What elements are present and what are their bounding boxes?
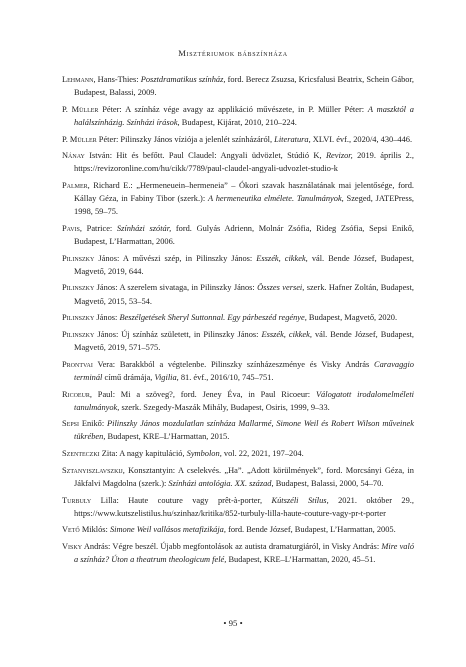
entry-author: Turbuly bbox=[62, 495, 92, 505]
bibliography-entry bbox=[62, 311, 414, 324]
entry-text: , Konsztantyin: A cselekvés. „Ha”. „Adott körülmények”, ford. Morcsányi Géza, in Jákfalvi Magdolna (szerk.): bbox=[74, 465, 414, 488]
running-header: Misztériumok bábszínháza bbox=[178, 48, 288, 58]
bibliography-entry bbox=[62, 149, 414, 175]
page-number: • 95 • bbox=[223, 618, 243, 628]
bibliography-entry bbox=[62, 281, 414, 307]
entry-title: Mire való a színház? Úton a theatrum theologicum felé, bbox=[74, 542, 415, 565]
bibliography-entry bbox=[62, 388, 414, 414]
bibliography-entry bbox=[62, 103, 414, 129]
entry-title: A hermeneutika elmélete. Tanulmányok bbox=[207, 194, 342, 204]
bibliography-entry bbox=[62, 523, 414, 536]
entry-title: Válogatott irodalomelméleti tanulmányok bbox=[74, 389, 414, 412]
entry-text: , ford. Bende József, Budapest, L’Harmattan, 2005. bbox=[223, 525, 396, 535]
entry-title: Revizor, bbox=[325, 151, 353, 161]
entry-text: János: A szerelem sivataga, in Pilinszky János: bbox=[94, 283, 258, 293]
entry-author: Vető bbox=[62, 525, 80, 535]
entry-author: Pavis bbox=[62, 223, 80, 233]
entry-text: , Paul: Mi a szöveg?, ford. Jeney Éva, in Paul Ricoeur: bbox=[89, 389, 316, 399]
entry-text: Miklós: bbox=[79, 525, 110, 535]
entry-text: Vera: Barakkból a végtelenbe. Pilinszky színházeszménye és Visky András bbox=[92, 359, 374, 369]
entry-text: , vol. 22, 2021, 197–204. bbox=[219, 449, 304, 459]
entry-text: István: Hit és befőtt. Paul Claudel: Angyali üdvözlet, Stúdió K, bbox=[84, 151, 326, 161]
entry-text: Péter: A színház vége avagy az applikáció művészete, in P. Müller Péter: bbox=[98, 104, 368, 114]
entry-text: Lilla: Haute couture vagy prêt-à-porter, bbox=[91, 495, 272, 505]
entry-text: vál. Bende József, Budapest, Magvető, 2019, 571–575. bbox=[74, 329, 414, 353]
entry-author: Palmer bbox=[62, 181, 88, 191]
entry-text: című drámája, bbox=[102, 372, 155, 382]
entry-author: P. Müller bbox=[62, 104, 99, 114]
entry-text: János: Új színház született, in Pilinszky János: bbox=[94, 329, 262, 339]
entry-author: Pilinszky bbox=[62, 313, 95, 323]
entry-title: Simone Weil vallásos metafizikája bbox=[109, 525, 224, 535]
entry-text: Budapest, Magvető, 2020. bbox=[306, 313, 398, 323]
entry-author: Pilinszky bbox=[62, 329, 95, 339]
bibliography-entry bbox=[62, 133, 414, 146]
entry-text: , XLVI. évf., 2020/4, 430–446. bbox=[308, 134, 413, 144]
entry-text: , 81. évf., 2016/10, 745–751. bbox=[176, 372, 274, 382]
entry-text: Zita: A nagy kapituláció, bbox=[99, 449, 187, 459]
entry-text: , 2021. október 29., https://www.kutszelistilus.hu/szinhaz/kritika/852-turbuly-lilla-haute-couture-vagy-pr-t-porter bbox=[74, 495, 414, 518]
entry-title: Caravaggio terminál bbox=[74, 359, 414, 382]
entry-title: Színházi antológia. XX. század bbox=[168, 478, 272, 488]
entry-title: Összes versei bbox=[257, 283, 303, 293]
entry-text: 2019. április 2., https://revizoronline.com/hu/cikk/7789/paul-claudel-angyali-udvozlet-studio-k bbox=[74, 151, 414, 174]
entry-title: Literatura bbox=[274, 134, 309, 144]
bibliography-list bbox=[62, 73, 414, 570]
entry-author: Szenteczki bbox=[62, 449, 100, 459]
entry-author: Pilinszky bbox=[62, 283, 95, 293]
entry-author: Sepsi bbox=[62, 419, 79, 429]
bibliography-entry bbox=[62, 252, 414, 278]
entry-title: Symbolon bbox=[186, 449, 220, 459]
entry-text: , Budapest, KRE–L’Harmattan, 2015. bbox=[103, 432, 230, 442]
bibliography-entry bbox=[62, 417, 414, 443]
entry-text: , Richard E.: „Hermeneuein–hermeneia” – Ókori szavak használatának mai jelentősége, ford. Kállay Géza, in Fabiny Tibor (szerk.): bbox=[74, 181, 414, 204]
entry-text: János: bbox=[94, 313, 120, 323]
entry-title: Pilinszky János mozdulatlan színháza Mallarmé, Simone Weil és Robert Wilson műveinek tükrében bbox=[74, 419, 414, 442]
entry-author: Nánay bbox=[62, 151, 85, 161]
bibliography-entry bbox=[62, 328, 414, 354]
entry-title: A maszktól a halálszínházig. Színházi írások bbox=[74, 104, 414, 127]
entry-text: Budapest, KRE–L’Harmattan, 2020, 45–51. bbox=[226, 555, 376, 565]
entry-title: Vigilia bbox=[154, 372, 177, 382]
bibliography-entry bbox=[62, 179, 414, 218]
entry-text: , Patrice: bbox=[79, 223, 117, 233]
entry-text: András: Végre beszél. Újabb megfontolások az autista dramaturgiáról, in Visky András: bbox=[82, 542, 382, 551]
entry-text: , Hans-Thies: bbox=[93, 75, 141, 84]
bibliography-entry bbox=[62, 73, 414, 99]
entry-text: , ford. Berecz Zsuzsa, Kricsfalusi Beatrix, Schein Gábor, Budapest, Balassi, 2009. bbox=[74, 75, 414, 98]
bibliography-entry bbox=[62, 464, 414, 490]
entry-title: Színházi szótár, bbox=[116, 223, 172, 233]
entry-text: , Budapest, Balassi, 2000, 54–70. bbox=[271, 478, 384, 488]
bibliography-entry bbox=[62, 222, 414, 248]
entry-author: Sztanyiszlavszkij bbox=[62, 465, 123, 475]
entry-author: Prontvai bbox=[62, 359, 93, 369]
entry-text: , Szeged, JATEPress, 1998, 59–75. bbox=[74, 194, 414, 217]
entry-title: Esszék, cikkek, bbox=[256, 253, 308, 263]
entry-text: János: A művészi szép, in Pilinszky János: bbox=[94, 253, 257, 263]
entry-text: , szerk. Hafner Zoltán, Budapest, Magvető, 2015, 53–54. bbox=[74, 283, 414, 306]
bibliography-entry bbox=[62, 447, 414, 460]
entry-author: Pilinszky bbox=[62, 253, 95, 263]
bibliography-entry bbox=[62, 540, 414, 566]
entry-text: , szerk. Szegedy-Maszák Mihály, Budapest, Osiris, 1999, 9–33. bbox=[117, 402, 330, 412]
entry-text: , Budapest, Kijárat, 2010, 210–224. bbox=[177, 117, 297, 127]
entry-author: P. Müller bbox=[62, 134, 97, 144]
entry-text: Enikő: bbox=[79, 419, 108, 429]
bibliography-entry bbox=[62, 358, 414, 384]
entry-text: vál. Bende József, Budapest, Magvető, 2019, 644. bbox=[74, 253, 414, 276]
entry-text: Péter: Pilinszky János víziója a jelenlét színházáról, bbox=[96, 134, 275, 144]
entry-author: Lehmann bbox=[62, 75, 94, 84]
entry-title: Posztdramatikus színház bbox=[140, 75, 224, 84]
bibliography-entry bbox=[62, 494, 414, 520]
entry-title: Kútszéli Stílus bbox=[271, 495, 327, 505]
entry-author: Ricoeur bbox=[62, 389, 90, 399]
entry-text: ford. Gulyás Adrienn, Molnár Zsófia, Rideg Zsófia, Sepsi Enikő, Budapest, L’Harmattan, 2006. bbox=[74, 223, 414, 246]
entry-title: Beszélgetések Sheryl Suttonnal. Egy párbeszéd regénye, bbox=[119, 313, 307, 323]
entry-title: Esszék, cikkek, bbox=[261, 329, 312, 339]
entry-author: Visky bbox=[62, 542, 83, 551]
